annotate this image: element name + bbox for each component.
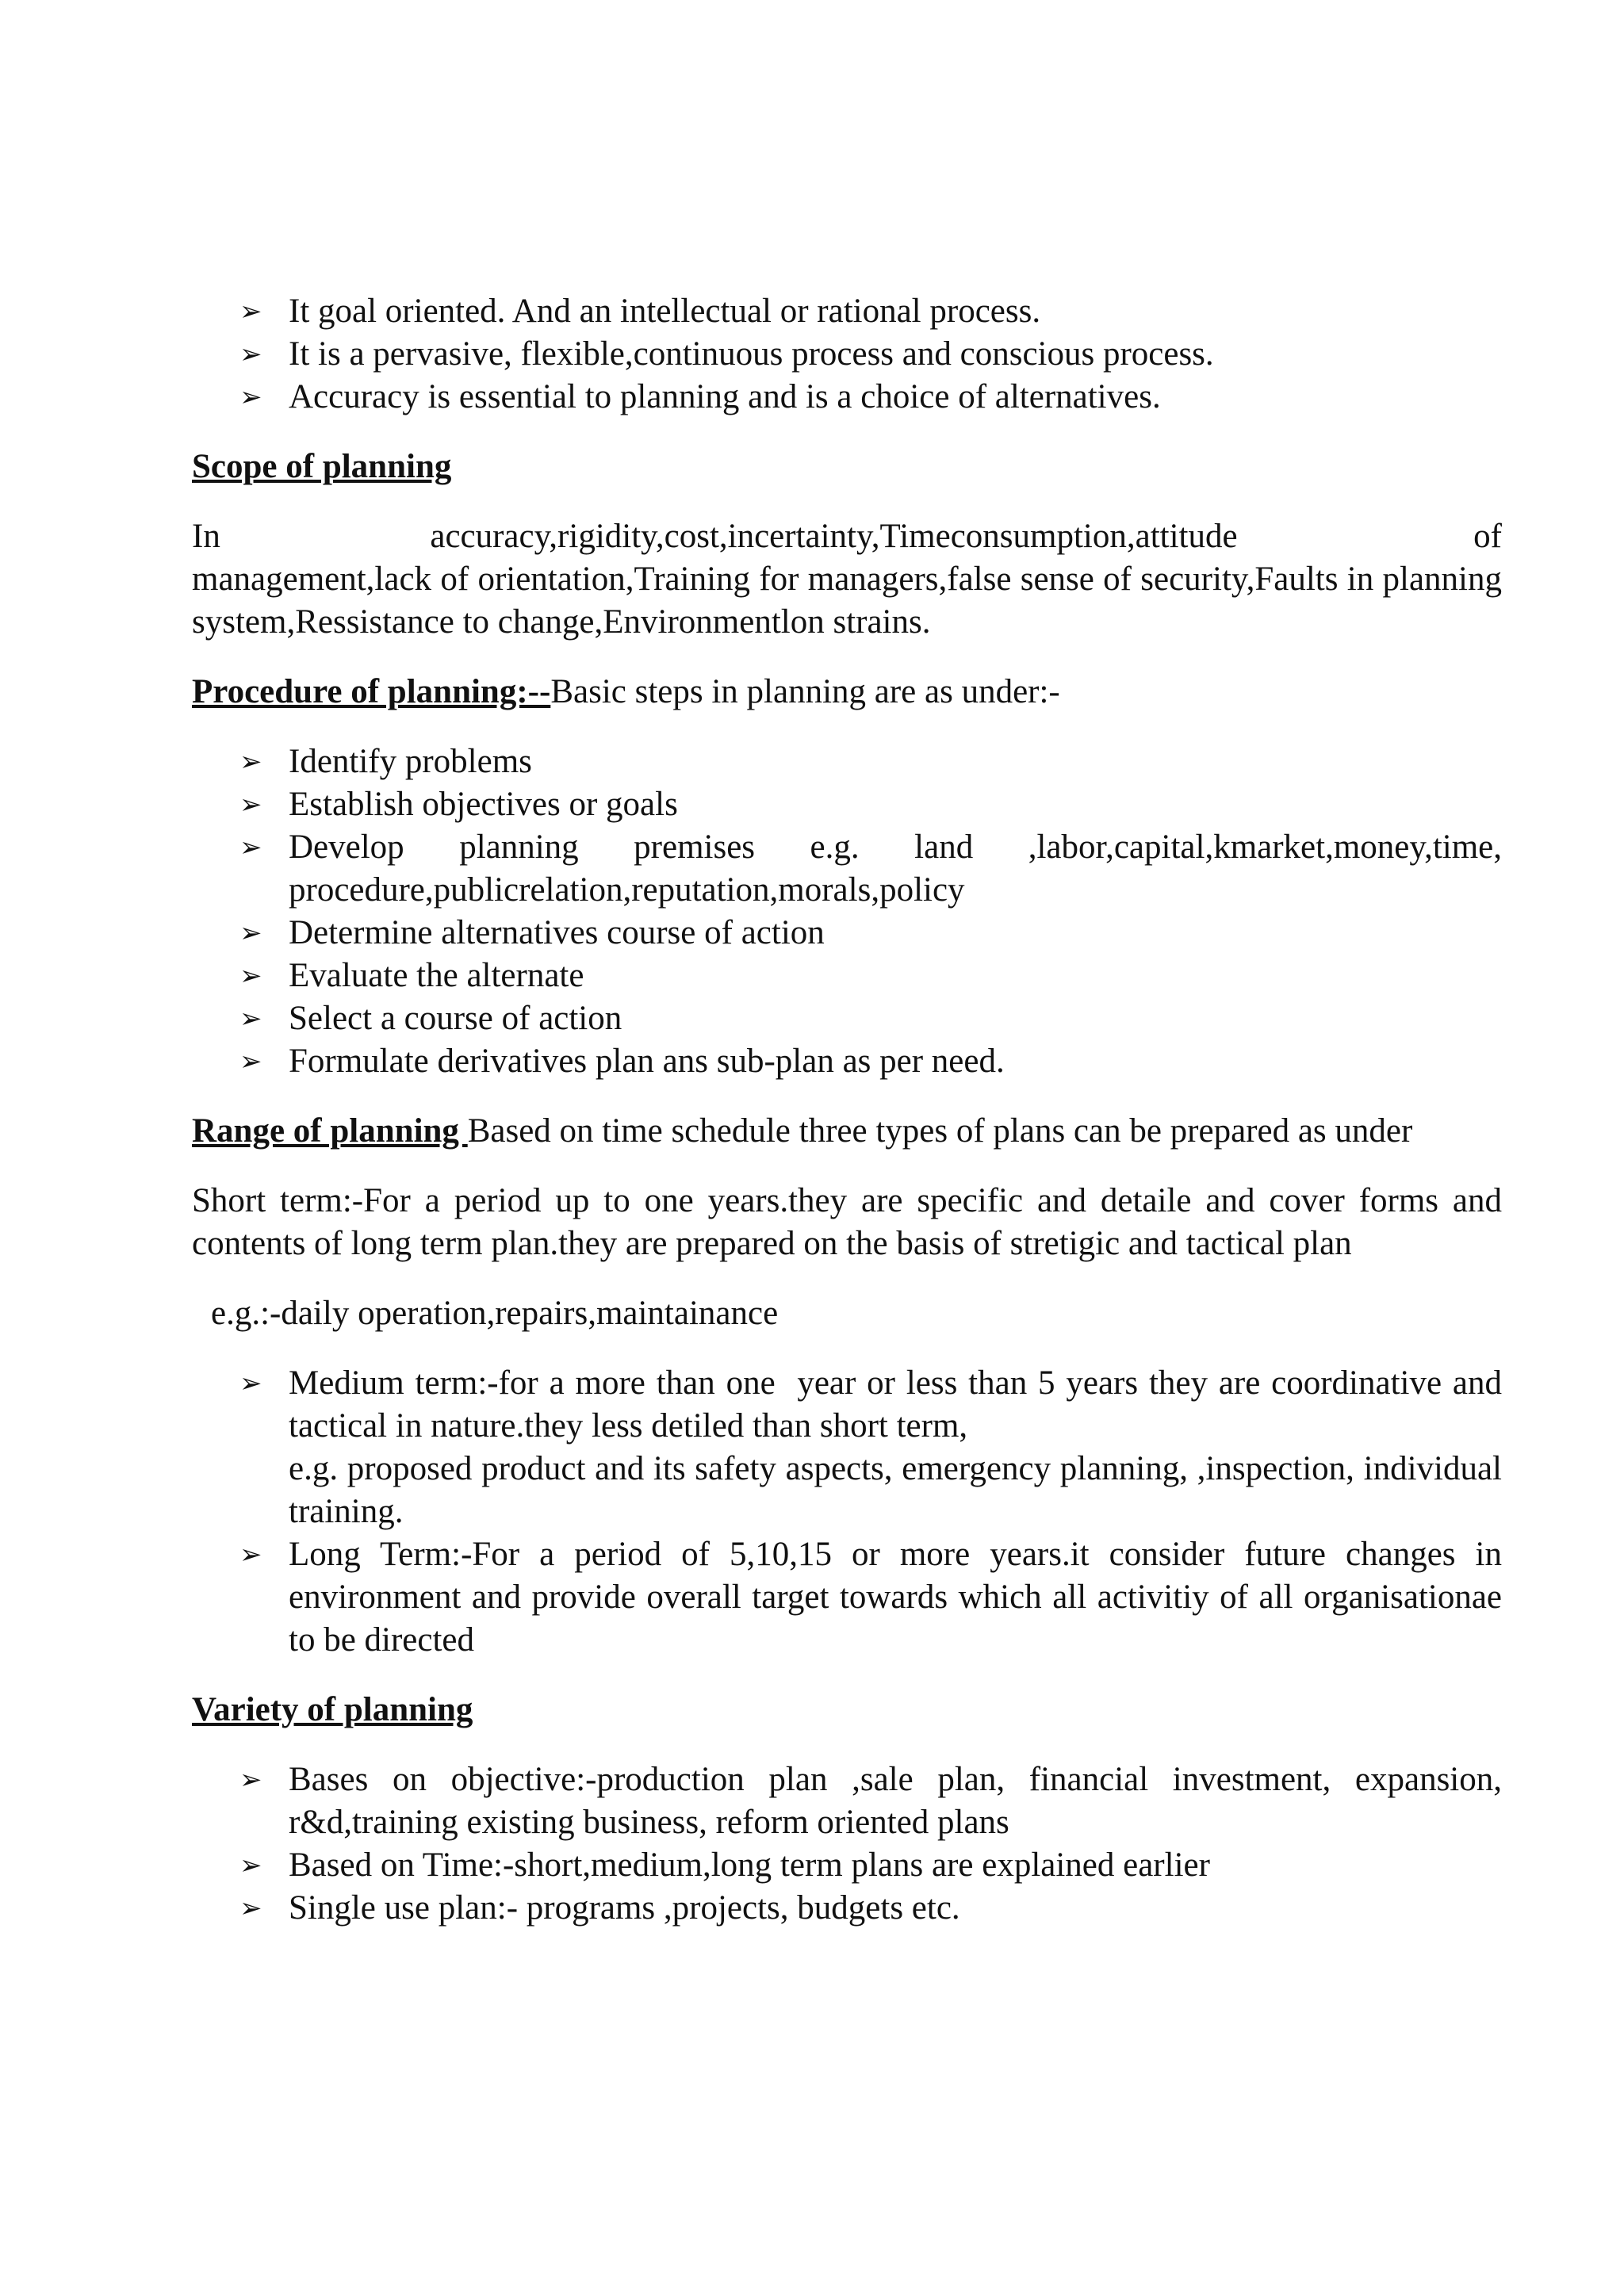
list-item: ➢ Long Term:-For a period of 5,10,15 or more years.it consider future changes in environment and provide overall target towards which all activitiy of all organisationae to be directed (289, 1533, 1502, 1662)
list-item: ➢ Select a course of action (289, 997, 1502, 1040)
list-item: ➢ Establish objectives or goals (289, 783, 1502, 826)
list-item: ➢ Determine alternatives course of action (289, 912, 1502, 955)
intro-bullet-list (192, 290, 1502, 419)
list-item: ➢ Based on Time:-short,medium,long term plans are explained earlier (289, 1844, 1502, 1887)
arrow-bullet-icon: ➢ (239, 1539, 262, 1571)
range-intro: Based on time schedule three types of plans can be prepared as under (467, 1112, 1413, 1150)
short-term-example: e.g.:-daily operation,repairs,maintainance (211, 1295, 779, 1332)
section-heading-range: Range of planning (192, 1112, 468, 1150)
list-item: ➢ It goal oriented. And an intellectual or rational process. (289, 290, 1502, 333)
procedure-paragraph (192, 671, 1502, 714)
arrow-bullet-icon: ➢ (239, 1046, 262, 1077)
arrow-bullet-icon: ➢ (239, 746, 262, 778)
arrow-bullet-icon: ➢ (239, 1764, 262, 1796)
list-item: ➢ Medium term:-for a more than one year or less than 5 years they are coordinative and tactical in nature.they less detiled than short term, e.g. proposed product and its safety aspects, emergency planning, ,inspection, individual training. (289, 1362, 1502, 1533)
variety-list (192, 1758, 1502, 1930)
arrow-bullet-icon: ➢ (239, 381, 262, 413)
list-item: ➢ Bases on objective:-production plan ,sale plan, financial investment, expansion, r&d,training existing business, reform oriented plans (289, 1758, 1502, 1844)
scope-rest: management,lack of orientation,Training for managers,false sense of security,Faults in planning system,Ressistance to change,Environmentlon strains. (192, 561, 1502, 641)
arrow-bullet-icon: ➢ (239, 296, 262, 327)
list-item: ➢ Identify problems (289, 740, 1502, 783)
term-list (192, 1362, 1511, 1662)
list-item: ➢ Develop planning premises e.g. land ,labor,capital,kmarket,money,time, procedure,publicrelation,reputation,morals,policy (289, 826, 1502, 912)
scope-paragraph (192, 515, 1502, 644)
arrow-bullet-icon: ➢ (239, 832, 262, 863)
list-item: ➢ It is a pervasive, flexible,continuous process and conscious process. (289, 333, 1502, 376)
arrow-bullet-icon: ➢ (239, 960, 262, 992)
short-term-paragraph: Short term:-For a period up to one years.they are specific and detaile and cover forms and contents of long term plan.they are prepared on the basis of stretigic and tactical plan (192, 1182, 1502, 1262)
section-heading-scope: Scope of planning (192, 448, 452, 485)
procedure-steps-list (192, 740, 1502, 1083)
arrow-bullet-icon: ➢ (239, 917, 262, 949)
list-item: ➢ Evaluate the alternate (289, 955, 1502, 997)
scope-first-line: In accuracy,rigidity,cost,incertainty,Timeconsumption,attitude of (192, 518, 1502, 555)
list-item: ➢ Single use plan:- programs ,projects, budgets etc. (289, 1887, 1502, 1930)
procedure-intro: Basic steps in planning are as under:- (550, 673, 1060, 710)
list-item: ➢ Accuracy is essential to planning and is a choice of alternatives. (289, 376, 1502, 419)
section-heading-variety: Variety of planning (192, 1691, 473, 1728)
arrow-bullet-icon: ➢ (239, 1850, 262, 1881)
arrow-bullet-icon: ➢ (239, 789, 262, 821)
arrow-bullet-icon: ➢ (239, 1892, 262, 1924)
arrow-bullet-icon: ➢ (239, 1368, 262, 1399)
list-item: ➢ Formulate derivatives plan ans sub-plan as per need. (289, 1040, 1502, 1083)
section-heading-procedure: Procedure of planning:-- (192, 673, 551, 710)
arrow-bullet-icon: ➢ (239, 339, 262, 370)
range-paragraph (192, 1110, 1502, 1153)
arrow-bullet-icon: ➢ (239, 1003, 262, 1035)
document-page (192, 290, 1511, 1930)
